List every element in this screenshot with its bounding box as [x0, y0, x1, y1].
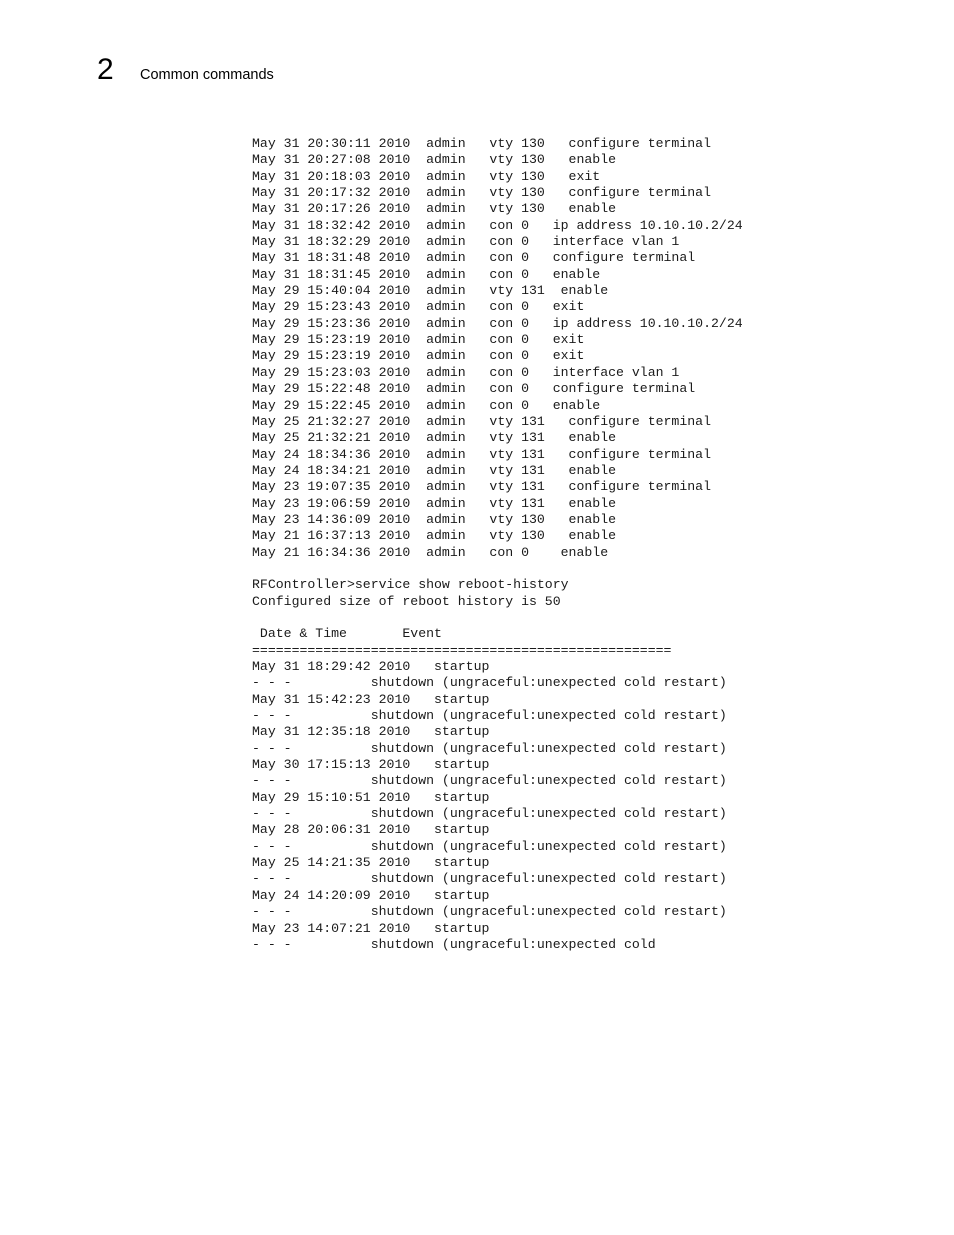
output-line: [252, 561, 743, 577]
output-line: May 25 21:32:21 2010 admin vty 131 enable: [252, 430, 617, 446]
output-line: - - - shutdown (ungraceful:unexpected cold restart): [252, 773, 727, 789]
output-line: May 31 18:32:42 2010 admin con 0 ip address 10.10.10.2/24: [252, 217, 743, 233]
output-line: May 29 15:10:51 2010 startup: [252, 789, 490, 805]
output-line: May 31 12:35:18 2010 startup: [252, 724, 490, 740]
output-line: =====================================================: [252, 642, 672, 658]
command-output-block: [252, 136, 743, 953]
output-line: May 31 20:27:08 2010 admin vty 130 enable: [252, 152, 617, 168]
output-line: May 29 15:23:19 2010 admin con 0 exit: [252, 332, 585, 348]
output-line: RFController>service show reboot-history: [252, 577, 569, 593]
output-line: May 29 15:23:19 2010 admin con 0 exit: [252, 348, 585, 364]
chapter-title: Common commands: [140, 67, 274, 83]
output-line: May 29 15:22:48 2010 admin con 0 configure terminal: [252, 381, 696, 397]
output-line: May 29 15:23:03 2010 admin con 0 interface vlan 1: [252, 364, 680, 380]
output-line: May 24 18:34:36 2010 admin vty 131 configure terminal: [252, 446, 711, 462]
output-line: May 31 18:29:42 2010 startup: [252, 659, 490, 674]
output-line: May 28 20:06:31 2010 startup: [252, 822, 490, 838]
output-line: - - - shutdown (ungraceful:unexpected cold restart): [252, 675, 727, 691]
output-line: May 23 14:36:09 2010 admin vty 130 enable: [252, 511, 617, 527]
output-line: - - - shutdown (ungraceful:unexpected cold restart): [252, 806, 727, 822]
output-line: May 23 14:07:21 2010 startup: [252, 920, 490, 936]
output-line: - - - shutdown (ungraceful:unexpected cold restart): [252, 740, 727, 756]
output-line: May 31 20:17:32 2010 admin vty 130 configure terminal: [252, 185, 711, 201]
output-line: May 31 18:31:45 2010 admin con 0 enable: [252, 266, 601, 282]
output-line: - - - shutdown (ungraceful:unexpected cold restart): [252, 871, 727, 887]
output-line: May 23 19:07:35 2010 admin vty 131 configure terminal: [252, 479, 711, 495]
output-line: May 29 15:23:43 2010 admin con 0 exit: [252, 299, 585, 315]
output-line: May 24 14:20:09 2010 startup: [252, 887, 490, 903]
output-line: May 31 20:30:11 2010 admin vty 130 configure terminal: [252, 136, 711, 151]
output-line: Configured size of reboot history is 50: [252, 593, 561, 609]
output-line: May 29 15:23:36 2010 admin con 0 ip address 10.10.10.2/24: [252, 315, 743, 331]
output-line: May 31 18:32:29 2010 admin con 0 interface vlan 1: [252, 234, 680, 250]
output-line: May 29 15:22:45 2010 admin con 0 enable: [252, 397, 601, 413]
output-line: May 29 15:40:04 2010 admin vty 131 enable: [252, 283, 609, 299]
output-line: - - - shutdown (ungraceful:unexpected cold restart): [252, 708, 727, 724]
output-line: May 31 20:17:26 2010 admin vty 130 enable: [252, 201, 617, 217]
output-line: - - - shutdown (ungraceful:unexpected cold restart): [252, 838, 727, 854]
output-line: May 21 16:37:13 2010 admin vty 130 enable: [252, 528, 617, 544]
output-line: May 21 16:34:36 2010 admin con 0 enable: [252, 544, 609, 560]
output-line: May 25 21:32:27 2010 admin vty 131 configure terminal: [252, 413, 711, 429]
output-line: May 31 15:42:23 2010 startup: [252, 691, 490, 707]
chapter-number: 2: [97, 53, 114, 86]
output-line: May 25 14:21:35 2010 startup: [252, 855, 490, 871]
output-line: May 31 18:31:48 2010 admin con 0 configure terminal: [252, 250, 696, 266]
output-line: [252, 610, 743, 626]
output-line: May 23 19:06:59 2010 admin vty 131 enable: [252, 495, 617, 511]
output-line: May 30 17:15:13 2010 startup: [252, 757, 490, 773]
output-line: Date & Time Event: [252, 626, 442, 642]
output-line: - - - shutdown (ungraceful:unexpected cold: [252, 936, 656, 952]
output-line: May 24 18:34:21 2010 admin vty 131 enable: [252, 462, 617, 478]
output-line: - - - shutdown (ungraceful:unexpected cold restart): [252, 904, 727, 920]
output-line: May 31 20:18:03 2010 admin vty 130 exit: [252, 168, 601, 184]
